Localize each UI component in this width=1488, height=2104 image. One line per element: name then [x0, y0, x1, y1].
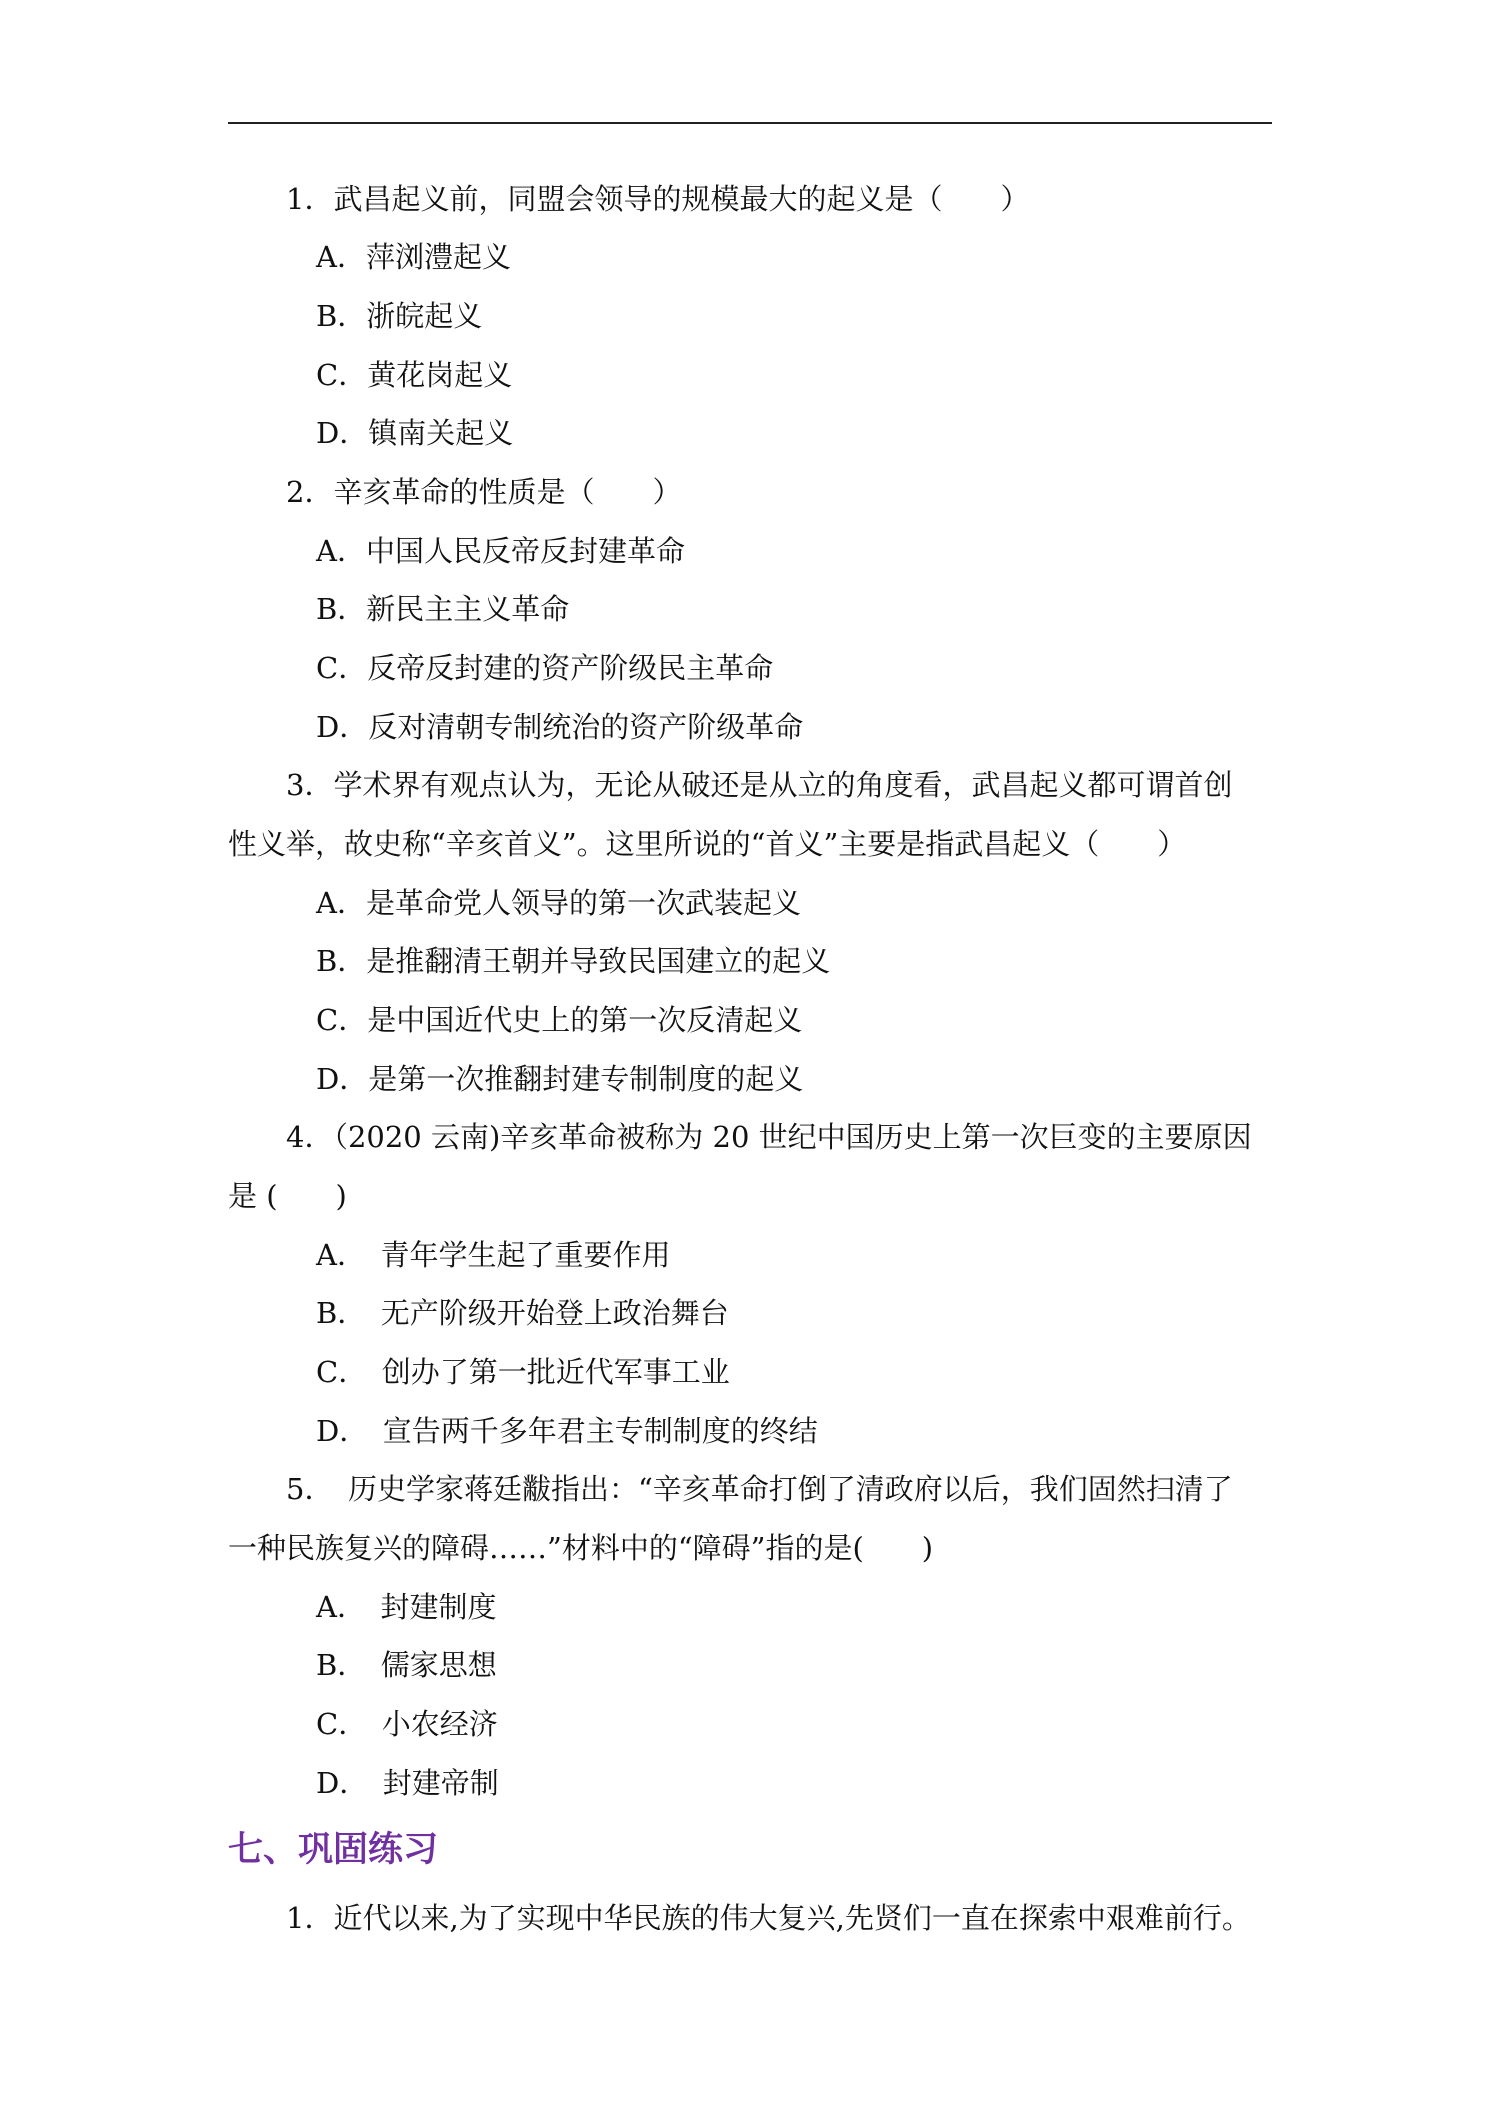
- question-1-stem: 1．武昌起义前，同盟会领导的规模最大的起义是（ ）: [286, 182, 1030, 216]
- practice-question-1-stem: 1．近代以来,为了实现中华民族的伟大复兴,先贤们一直在探索中艰难前行。: [286, 1901, 1251, 1935]
- question-1-option-b: B．浙皖起义: [316, 299, 483, 333]
- question-4-option-c: C． 创办了第一批近代军事工业: [316, 1355, 730, 1389]
- question-2-option-b: B．新民主主义革命: [316, 592, 570, 626]
- section-heading: 七、巩固练习: [228, 1830, 439, 1870]
- question-5-option-b: B． 儒家思想: [316, 1648, 497, 1682]
- question-5-stem-line-2: 一种民族复兴的障碍……”材料中的“障碍”指的是( ): [228, 1531, 934, 1565]
- question-4-stem-line-2: 是 ( ): [228, 1179, 347, 1213]
- question-3-stem-line-1: 3．学术界有观点认为，无论从破还是从立的角度看，武昌起义都可谓首创: [286, 768, 1233, 802]
- question-3-stem-line-2: 性义举，故史称“辛亥首义”。这里所说的“首义”主要是指武昌起义（ ）: [228, 827, 1187, 861]
- question-2-option-c: C．反帝反封建的资产阶级民主革命: [316, 651, 774, 685]
- question-1-option-a: A．萍浏澧起义: [316, 240, 511, 274]
- question-4-option-a: A． 青年学生起了重要作用: [316, 1238, 671, 1272]
- question-3-option-a: A．是革命党人领导的第一次武装起义: [316, 886, 801, 920]
- question-4-stem-line-1: 4．（2020 云南)辛亥革命被称为 20 世纪中国历史上第一次巨变的主要原因: [286, 1120, 1252, 1154]
- question-5-option-a: A． 封建制度: [316, 1590, 497, 1624]
- question-5-option-c: C． 小农经济: [316, 1707, 498, 1741]
- question-4-option-d: D． 宣告两千多年君主专制制度的终结: [316, 1414, 818, 1448]
- question-3-option-d: D．是第一次推翻封建专制制度的起义: [316, 1062, 804, 1096]
- question-1-option-d: D．镇南关起义: [316, 416, 514, 450]
- header-rule: [228, 122, 1272, 124]
- question-1-option-c: C．黄花岗起义: [316, 358, 513, 392]
- question-2-stem: 2．辛亥革命的性质是（ ）: [286, 475, 682, 509]
- question-3-option-c: C．是中国近代史上的第一次反清起义: [316, 1003, 803, 1037]
- question-2-option-a: A．中国人民反帝反封建革命: [316, 534, 685, 568]
- question-4-option-b: B． 无产阶级开始登上政治舞台: [316, 1296, 729, 1330]
- question-3-option-b: B．是推翻清王朝并导致民国建立的起义: [316, 944, 831, 978]
- question-2-option-d: D．反对清朝专制统治的资产阶级革命: [316, 710, 804, 744]
- question-5-option-d: D． 封建帝制: [316, 1766, 499, 1800]
- question-5-stem-line-1: 5． 历史学家蒋廷黻指出：“辛亥革命打倒了清政府以后，我们固然扫清了: [286, 1472, 1233, 1506]
